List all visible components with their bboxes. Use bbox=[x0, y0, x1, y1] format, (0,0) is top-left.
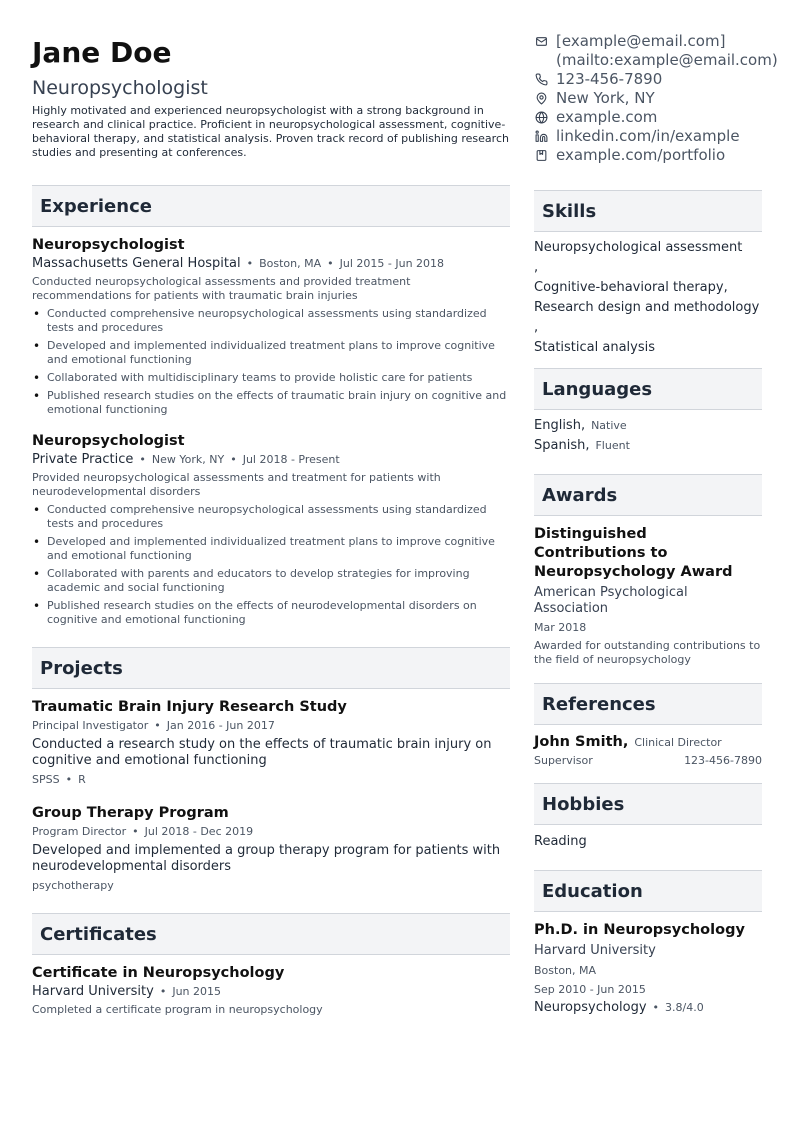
project-meta: Program Director • Jul 2018 - Dec 2019 bbox=[32, 825, 254, 838]
experience-entry bbox=[32, 432, 510, 627]
award-date: Mar 2018 bbox=[534, 621, 587, 634]
job-bullet: • Conducted comprehensive neuropsychological assessments using standardized tests and procedures bbox=[32, 307, 510, 335]
section-heading-projects: Projects bbox=[32, 647, 510, 689]
job-bullet: • Collaborated with multidisciplinary teams to provide holistic care for patients bbox=[32, 371, 510, 385]
certificate-date: Jun 2015 bbox=[172, 985, 222, 998]
job-bullet: • Conducted comprehensive neuropsychological assessments using standardized tests and procedures bbox=[32, 503, 510, 531]
job-title: Neuropsychologist bbox=[32, 237, 185, 253]
job-bullet: • Collaborated with parents and educators to develop strategies for improving academic and social functioning bbox=[32, 567, 510, 595]
location-pin-icon bbox=[534, 89, 549, 108]
certificate-entry bbox=[32, 964, 510, 1017]
contact-email[interactable] bbox=[534, 32, 778, 70]
main-column bbox=[32, 36, 510, 1017]
contact-location bbox=[534, 89, 762, 108]
language-level: Native bbox=[591, 419, 627, 432]
skill-separator: , bbox=[534, 320, 539, 335]
languages-list bbox=[534, 416, 762, 456]
education-meta: Neuropsychology • 3.8/4.0 bbox=[534, 1000, 704, 1015]
job-bullet: • Published research studies on the effects of neurodevelopmental disorders on cognitive and emotional functioning bbox=[32, 599, 510, 627]
section-heading-languages: Languages bbox=[534, 368, 762, 410]
contact-list bbox=[534, 32, 778, 165]
contact-website[interactable] bbox=[534, 108, 762, 127]
project-tag: psychotherapy bbox=[32, 879, 114, 892]
job-title: Neuropsychologist bbox=[32, 433, 185, 449]
project-dates: Jul 2018 - Dec 2019 bbox=[144, 825, 254, 838]
project-dates: Jan 2016 - Jun 2017 bbox=[166, 719, 275, 732]
project-tags: SPSS • R bbox=[32, 773, 86, 786]
section-heading-certificates: Certificates bbox=[32, 913, 510, 955]
job-meta: Massachusetts General Hospital • Boston, MA • Jul 2015 - Jun 2018 bbox=[32, 256, 445, 271]
reference-entry bbox=[534, 734, 762, 768]
job-description: Conducted neuropsychological assessments and provided treatment recommendations for patients with traumatic brain injuries bbox=[32, 275, 411, 302]
reference-relation: Supervisor bbox=[534, 754, 593, 767]
reference-details bbox=[534, 754, 762, 768]
reference-phone: 123-456-7890 bbox=[684, 754, 762, 767]
education-location: Boston, MA bbox=[534, 964, 597, 977]
skill-item: Neuropsychological assessment bbox=[534, 240, 743, 255]
summary: Highly motivated and experienced neuropsychologist with a strong background in research and clinical practice. Proficient in neuropsychological assessment, cognitive-behavioral therapy, and statistical analysis. Proven track record of publishing research studies and presenting at conferences. bbox=[32, 104, 509, 159]
job-description: Provided neuropsychological assessments and treatment for patients with neurodevelopmental disorders bbox=[32, 471, 441, 498]
skill-separator: , bbox=[534, 260, 539, 275]
project-description: Developed and implemented a group therapy program for patients with neurodevelopmental disorders bbox=[32, 843, 501, 874]
education-field: Neuropsychology bbox=[534, 1000, 647, 1015]
contact-phone-text[interactable]: 123-456-7890 bbox=[556, 70, 663, 88]
phone-icon bbox=[534, 70, 549, 89]
reference-header bbox=[534, 734, 762, 750]
education-school: Harvard University bbox=[534, 943, 656, 958]
globe-icon bbox=[534, 108, 549, 127]
education-dates: Sep 2010 - Jun 2015 bbox=[534, 983, 646, 996]
reference-name: John Smith, bbox=[534, 734, 629, 750]
project-entry bbox=[32, 698, 510, 787]
section-heading-education: Education bbox=[534, 870, 762, 912]
project-title: Group Therapy Program bbox=[32, 805, 229, 821]
contact-linkedin-text[interactable]: linkedin.com/in/example bbox=[556, 127, 740, 145]
section-heading-hobbies: Hobbies bbox=[534, 783, 762, 825]
contact-portfolio-text[interactable]: example.com/portfolio bbox=[556, 146, 726, 164]
contact-phone[interactable] bbox=[534, 70, 762, 89]
project-tags bbox=[32, 879, 510, 893]
skill-item: Research design and methodology bbox=[534, 300, 760, 315]
award-title: Distinguished Contributions to Neuropsychology Award bbox=[534, 526, 733, 580]
job-bullets bbox=[32, 307, 510, 417]
education-entry bbox=[534, 921, 762, 1015]
linkedin-icon bbox=[534, 127, 549, 146]
experience-entry bbox=[32, 236, 510, 417]
skill-item: Statistical analysis bbox=[534, 340, 655, 355]
award-entry bbox=[534, 525, 762, 667]
language-item bbox=[534, 436, 762, 456]
contact-portfolio[interactable] bbox=[534, 146, 762, 165]
project-entry bbox=[32, 804, 510, 893]
job-meta: Private Practice • New York, NY • Jul 2018 - Present bbox=[32, 452, 340, 467]
language-item bbox=[534, 416, 762, 436]
language-name: Spanish, bbox=[534, 438, 590, 453]
education-degree: Ph.D. in Neuropsychology bbox=[534, 922, 745, 938]
certificate-title: Certificate in Neuropsychology bbox=[32, 965, 285, 981]
company-name: Massachusetts General Hospital bbox=[32, 256, 241, 271]
contact-linkedin[interactable] bbox=[534, 127, 762, 146]
job-location: New York, NY bbox=[151, 453, 225, 466]
contact-email-text[interactable]: [example@email.com](mailto:example@email.com) bbox=[556, 32, 778, 69]
skill-item: Cognitive-behavioral therapy, bbox=[534, 280, 728, 295]
job-bullets bbox=[32, 503, 510, 627]
candidate-name: Jane Doe bbox=[32, 36, 172, 69]
project-title: Traumatic Brain Injury Research Study bbox=[32, 699, 347, 715]
project-tag: R bbox=[78, 773, 86, 786]
project-meta: Principal Investigator • Jan 2016 - Jun 2017 bbox=[32, 719, 275, 732]
section-heading-references: References bbox=[534, 683, 762, 725]
education-gpa: 3.8/4.0 bbox=[665, 1001, 704, 1014]
award-org: American Psychological Association bbox=[534, 585, 688, 616]
certificate-meta: Harvard University • Jun 2015 bbox=[32, 984, 222, 999]
job-bullet: • Published research studies on the effects of traumatic brain injury on cognitive and emotional functioning bbox=[32, 389, 510, 417]
mail-icon bbox=[534, 32, 549, 51]
award-description: Awarded for outstanding contributions to the field of neuropsychology bbox=[534, 639, 761, 666]
project-description: Conducted a research study on the effects of traumatic brain injury on cognitive and emotional functioning bbox=[32, 737, 492, 768]
section-heading-experience: Experience bbox=[32, 185, 510, 227]
skills-list bbox=[534, 240, 762, 356]
candidate-title: Neuropsychologist bbox=[32, 77, 208, 99]
section-heading-awards: Awards bbox=[534, 474, 762, 516]
hobby-item: Reading bbox=[534, 834, 587, 849]
language-name: English, bbox=[534, 418, 586, 433]
project-tag: SPSS bbox=[32, 773, 60, 786]
sidebar-column bbox=[534, 32, 778, 1015]
project-role: Program Director bbox=[32, 825, 127, 838]
section-heading-skills: Skills bbox=[534, 190, 762, 232]
bookmark-icon bbox=[534, 146, 549, 165]
job-dates: Jul 2018 - Present bbox=[242, 453, 340, 466]
reference-title: Clinical Director bbox=[634, 736, 722, 749]
contact-location-text: New York, NY bbox=[556, 89, 655, 107]
certificate-description: Completed a certificate program in neuropsychology bbox=[32, 1003, 323, 1016]
certificate-issuer: Harvard University bbox=[32, 984, 154, 999]
project-role: Principal Investigator bbox=[32, 719, 149, 732]
job-bullet: • Developed and implemented individualized treatment plans to improve cognitive and emotional functioning bbox=[32, 535, 510, 563]
contact-website-text[interactable]: example.com bbox=[556, 108, 658, 126]
job-bullet: • Developed and implemented individualized treatment plans to improve cognitive and emotional functioning bbox=[32, 339, 510, 367]
language-level: Fluent bbox=[595, 439, 630, 452]
job-dates: Jul 2015 - Jun 2018 bbox=[339, 257, 445, 270]
job-location: Boston, MA bbox=[259, 257, 322, 270]
company-name: Private Practice bbox=[32, 452, 134, 467]
